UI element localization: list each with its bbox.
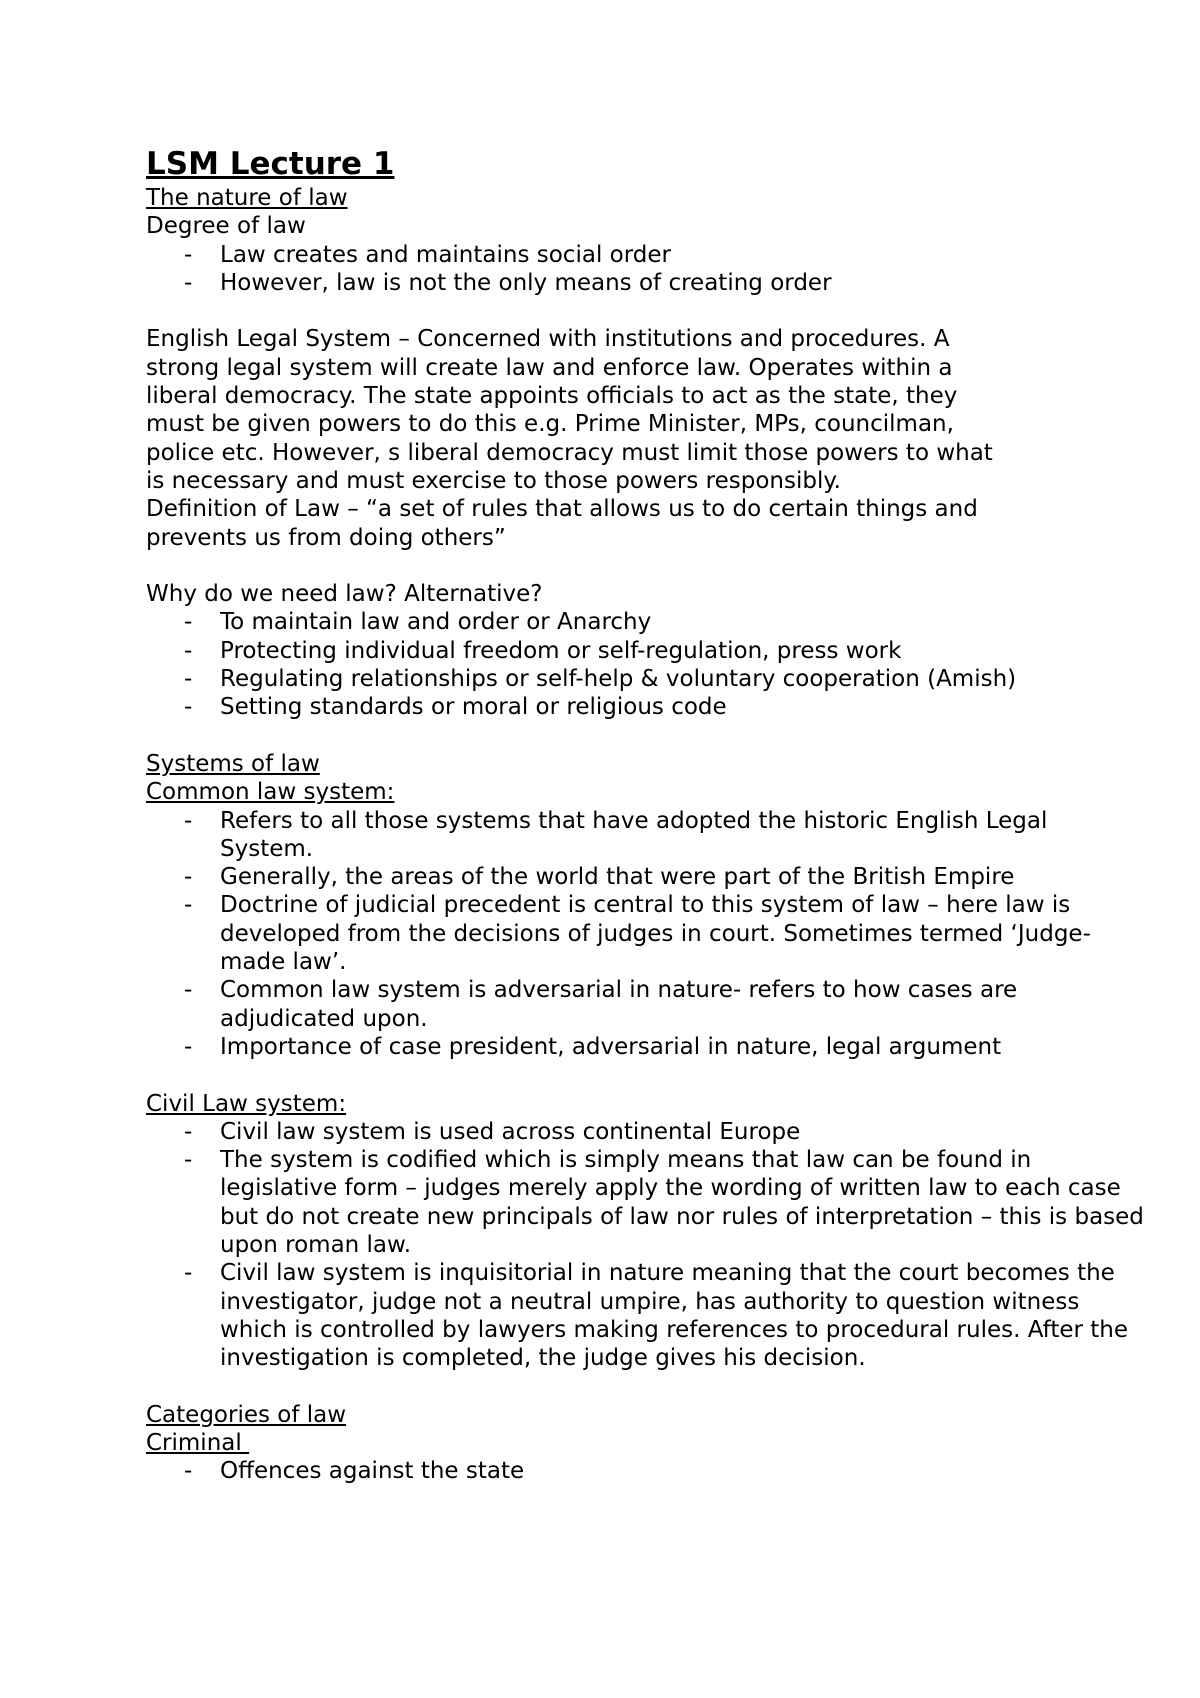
blank-line <box>146 1372 1146 1400</box>
section-heading-systems: Systems of law <box>146 750 320 777</box>
paragraph-line: Definition of Law – “a set of rules that allows us to do certain things and <box>146 496 978 523</box>
list-item: - To maintain law and order or Anarchy <box>146 608 1146 636</box>
document-page <box>146 144 1146 1486</box>
list-item: - Civil law system is inquisitorial in nature meaning that the court becomes the investigator, judge not a neutral umpire, has authority to question witness which is controlled by lawyers making references to procedural rules. After the investigation is completed, the judge gives his decision. <box>146 1259 1146 1372</box>
paragraph-line: prevents us from doing others” <box>146 524 506 551</box>
blank-line <box>146 1061 1146 1089</box>
list-item: - Protecting individual freedom or self-regulation, press work <box>146 637 1146 665</box>
subheading-civil-law: Civil Law system: <box>146 1090 347 1117</box>
list-item: - Offences against the state <box>146 1457 1146 1485</box>
degree-list <box>146 241 1146 298</box>
list-item: - Setting standards or moral or religious code <box>146 693 1146 721</box>
blank-line <box>146 297 1146 325</box>
list-item: - Civil law system is used across continental Europe <box>146 1118 1146 1146</box>
paragraph-line: English Legal System – Concerned with institutions and procedures. A <box>146 326 950 353</box>
subheading-degree: Degree of law <box>146 213 306 240</box>
document-title: LSM Lecture 1 <box>146 146 395 182</box>
common-law-list <box>146 807 1146 1062</box>
list-item: - Regulating relationships or self-help & voluntary cooperation (Amish) <box>146 665 1146 693</box>
subheading-why: Why do we need law? Alternative? <box>146 581 543 608</box>
blank-line <box>146 722 1146 750</box>
paragraph-line: strong legal system will create law and enforce law. Operates within a <box>146 354 953 381</box>
paragraph-line: liberal democracy. The state appoints officials to act as the state, they <box>146 383 958 410</box>
criminal-list <box>146 1457 1146 1485</box>
list-item: - Doctrine of judicial precedent is central to this system of law – here law is developed from the decisions of judges in court. Sometimes termed ‘Judge-made law’. <box>146 891 1146 976</box>
els-paragraph <box>146 325 1146 551</box>
blank-line <box>146 552 1146 580</box>
list-item: - Importance of case president, adversarial in nature, legal argument <box>146 1033 1146 1061</box>
list-item: - Generally, the areas of the world that were part of the British Empire <box>146 863 1146 891</box>
section-heading-nature: The nature of law <box>146 185 348 211</box>
list-item: - However, law is not the only means of creating order <box>146 269 1146 297</box>
section-heading-categories: Categories of law <box>146 1401 347 1428</box>
why-list <box>146 608 1146 721</box>
paragraph-line: must be given powers to do this e.g. Prime Minister, MPs, councilman, <box>146 411 954 438</box>
list-item: - Refers to all those systems that have adopted the historic English Legal System. <box>146 807 1146 864</box>
list-item: - Law creates and maintains social order <box>146 241 1146 269</box>
paragraph-line: is necessary and must exercise to those powers responsibly. <box>146 467 841 494</box>
list-item: - The system is codified which is simply means that law can be found in legislative form – judges merely apply the wording of written law to each case but do not create new principals of law nor rules of interpretation – this is based upon roman law. <box>146 1146 1146 1259</box>
subheading-criminal: Criminal <box>146 1430 250 1457</box>
civil-law-list <box>146 1118 1146 1373</box>
list-item: - Common law system is adversarial in nature- refers to how cases are adjudicated upon. <box>146 976 1146 1033</box>
subheading-common-law: Common law system: <box>146 779 395 806</box>
paragraph-line: police etc. However, s liberal democracy must limit those powers to what <box>146 439 993 466</box>
